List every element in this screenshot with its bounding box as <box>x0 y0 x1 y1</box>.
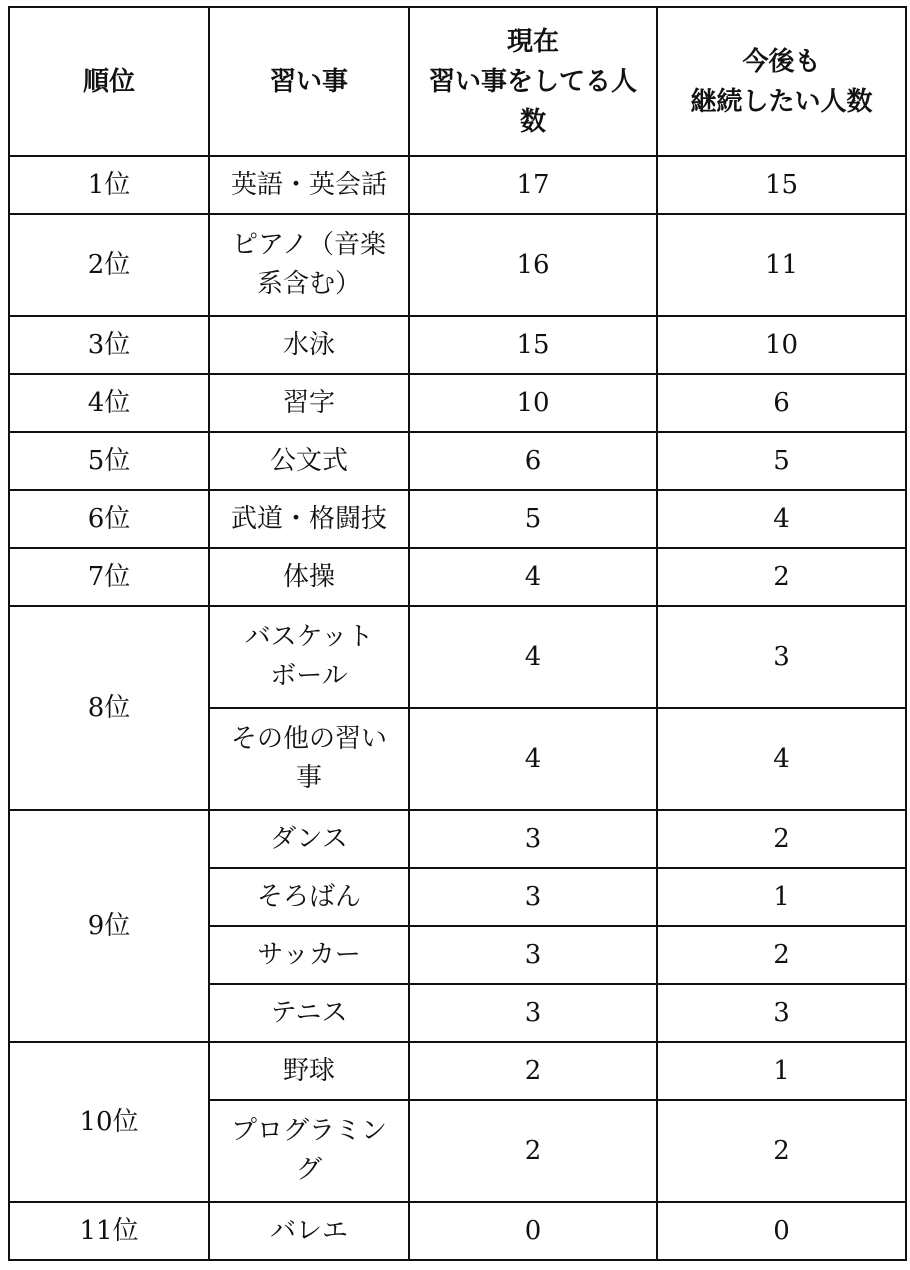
table-row <box>9 432 906 490</box>
continue-count-cell: 3 <box>657 984 906 1042</box>
activity-cell: 体操 <box>209 548 409 606</box>
rank-cell: 2位 <box>9 214 209 316</box>
continue-count-cell: 1 <box>657 1042 906 1100</box>
current-count-cell: 5 <box>409 490 657 548</box>
rank-cell: 5位 <box>9 432 209 490</box>
continue-count-cell: 15 <box>657 156 906 214</box>
activity-cell: 武道・格闘技 <box>209 490 409 548</box>
current-count-cell: 3 <box>409 926 657 984</box>
continue-count-cell: 2 <box>657 548 906 606</box>
activity-cell: バスケット ボール <box>209 606 409 708</box>
table-row <box>9 548 906 606</box>
continue-count-cell: 6 <box>657 374 906 432</box>
table-row <box>9 810 906 868</box>
table-row <box>9 490 906 548</box>
rank-cell: 11位 <box>9 1202 209 1260</box>
rank-cell: 8位 <box>9 606 209 810</box>
continue-count-cell: 5 <box>657 432 906 490</box>
table-row <box>9 1042 906 1100</box>
activity-cell: 野球 <box>209 1042 409 1100</box>
rank-cell: 7位 <box>9 548 209 606</box>
current-count-cell: 4 <box>409 548 657 606</box>
header-current-count: 現在 習い事をしてる人 数 <box>409 7 657 156</box>
rank-cell: 1位 <box>9 156 209 214</box>
rank-cell: 9位 <box>9 810 209 1042</box>
continue-count-cell: 2 <box>657 1100 906 1202</box>
current-count-cell: 16 <box>409 214 657 316</box>
continue-count-cell: 2 <box>657 810 906 868</box>
current-count-cell: 10 <box>409 374 657 432</box>
continue-count-cell: 11 <box>657 214 906 316</box>
continue-count-cell: 4 <box>657 490 906 548</box>
rank-cell: 6位 <box>9 490 209 548</box>
table-row <box>9 1202 906 1260</box>
header-continue-count: 今後も 継続したい人数 <box>657 7 906 156</box>
header-activity: 習い事 <box>209 7 409 156</box>
current-count-cell: 4 <box>409 708 657 810</box>
continue-count-cell: 0 <box>657 1202 906 1260</box>
activity-cell: プログラミン グ <box>209 1100 409 1202</box>
activity-cell: ダンス <box>209 810 409 868</box>
ranking-table <box>8 6 907 1261</box>
current-count-cell: 2 <box>409 1100 657 1202</box>
continue-count-cell: 10 <box>657 316 906 374</box>
continue-count-cell: 4 <box>657 708 906 810</box>
table-row <box>9 374 906 432</box>
continue-count-cell: 1 <box>657 868 906 926</box>
table-row <box>9 316 906 374</box>
table-row <box>9 214 906 316</box>
activity-cell: バレエ <box>209 1202 409 1260</box>
table-row <box>9 156 906 214</box>
activity-cell: テニス <box>209 984 409 1042</box>
rank-cell: 3位 <box>9 316 209 374</box>
current-count-cell: 3 <box>409 810 657 868</box>
current-count-cell: 4 <box>409 606 657 708</box>
activity-cell: そろばん <box>209 868 409 926</box>
header-rank: 順位 <box>9 7 209 156</box>
current-count-cell: 3 <box>409 868 657 926</box>
current-count-cell: 15 <box>409 316 657 374</box>
current-count-cell: 17 <box>409 156 657 214</box>
activity-cell: サッカー <box>209 926 409 984</box>
header-row <box>9 7 906 156</box>
table-row <box>9 606 906 708</box>
current-count-cell: 6 <box>409 432 657 490</box>
activity-cell: 英語・英会話 <box>209 156 409 214</box>
rank-cell: 4位 <box>9 374 209 432</box>
current-count-cell: 3 <box>409 984 657 1042</box>
rank-cell: 10位 <box>9 1042 209 1202</box>
activity-cell: 水泳 <box>209 316 409 374</box>
continue-count-cell: 3 <box>657 606 906 708</box>
activity-cell: その他の習い 事 <box>209 708 409 810</box>
continue-count-cell: 2 <box>657 926 906 984</box>
current-count-cell: 0 <box>409 1202 657 1260</box>
activity-cell: ピアノ（音楽 系含む） <box>209 214 409 316</box>
activity-cell: 公文式 <box>209 432 409 490</box>
activity-cell: 習字 <box>209 374 409 432</box>
current-count-cell: 2 <box>409 1042 657 1100</box>
